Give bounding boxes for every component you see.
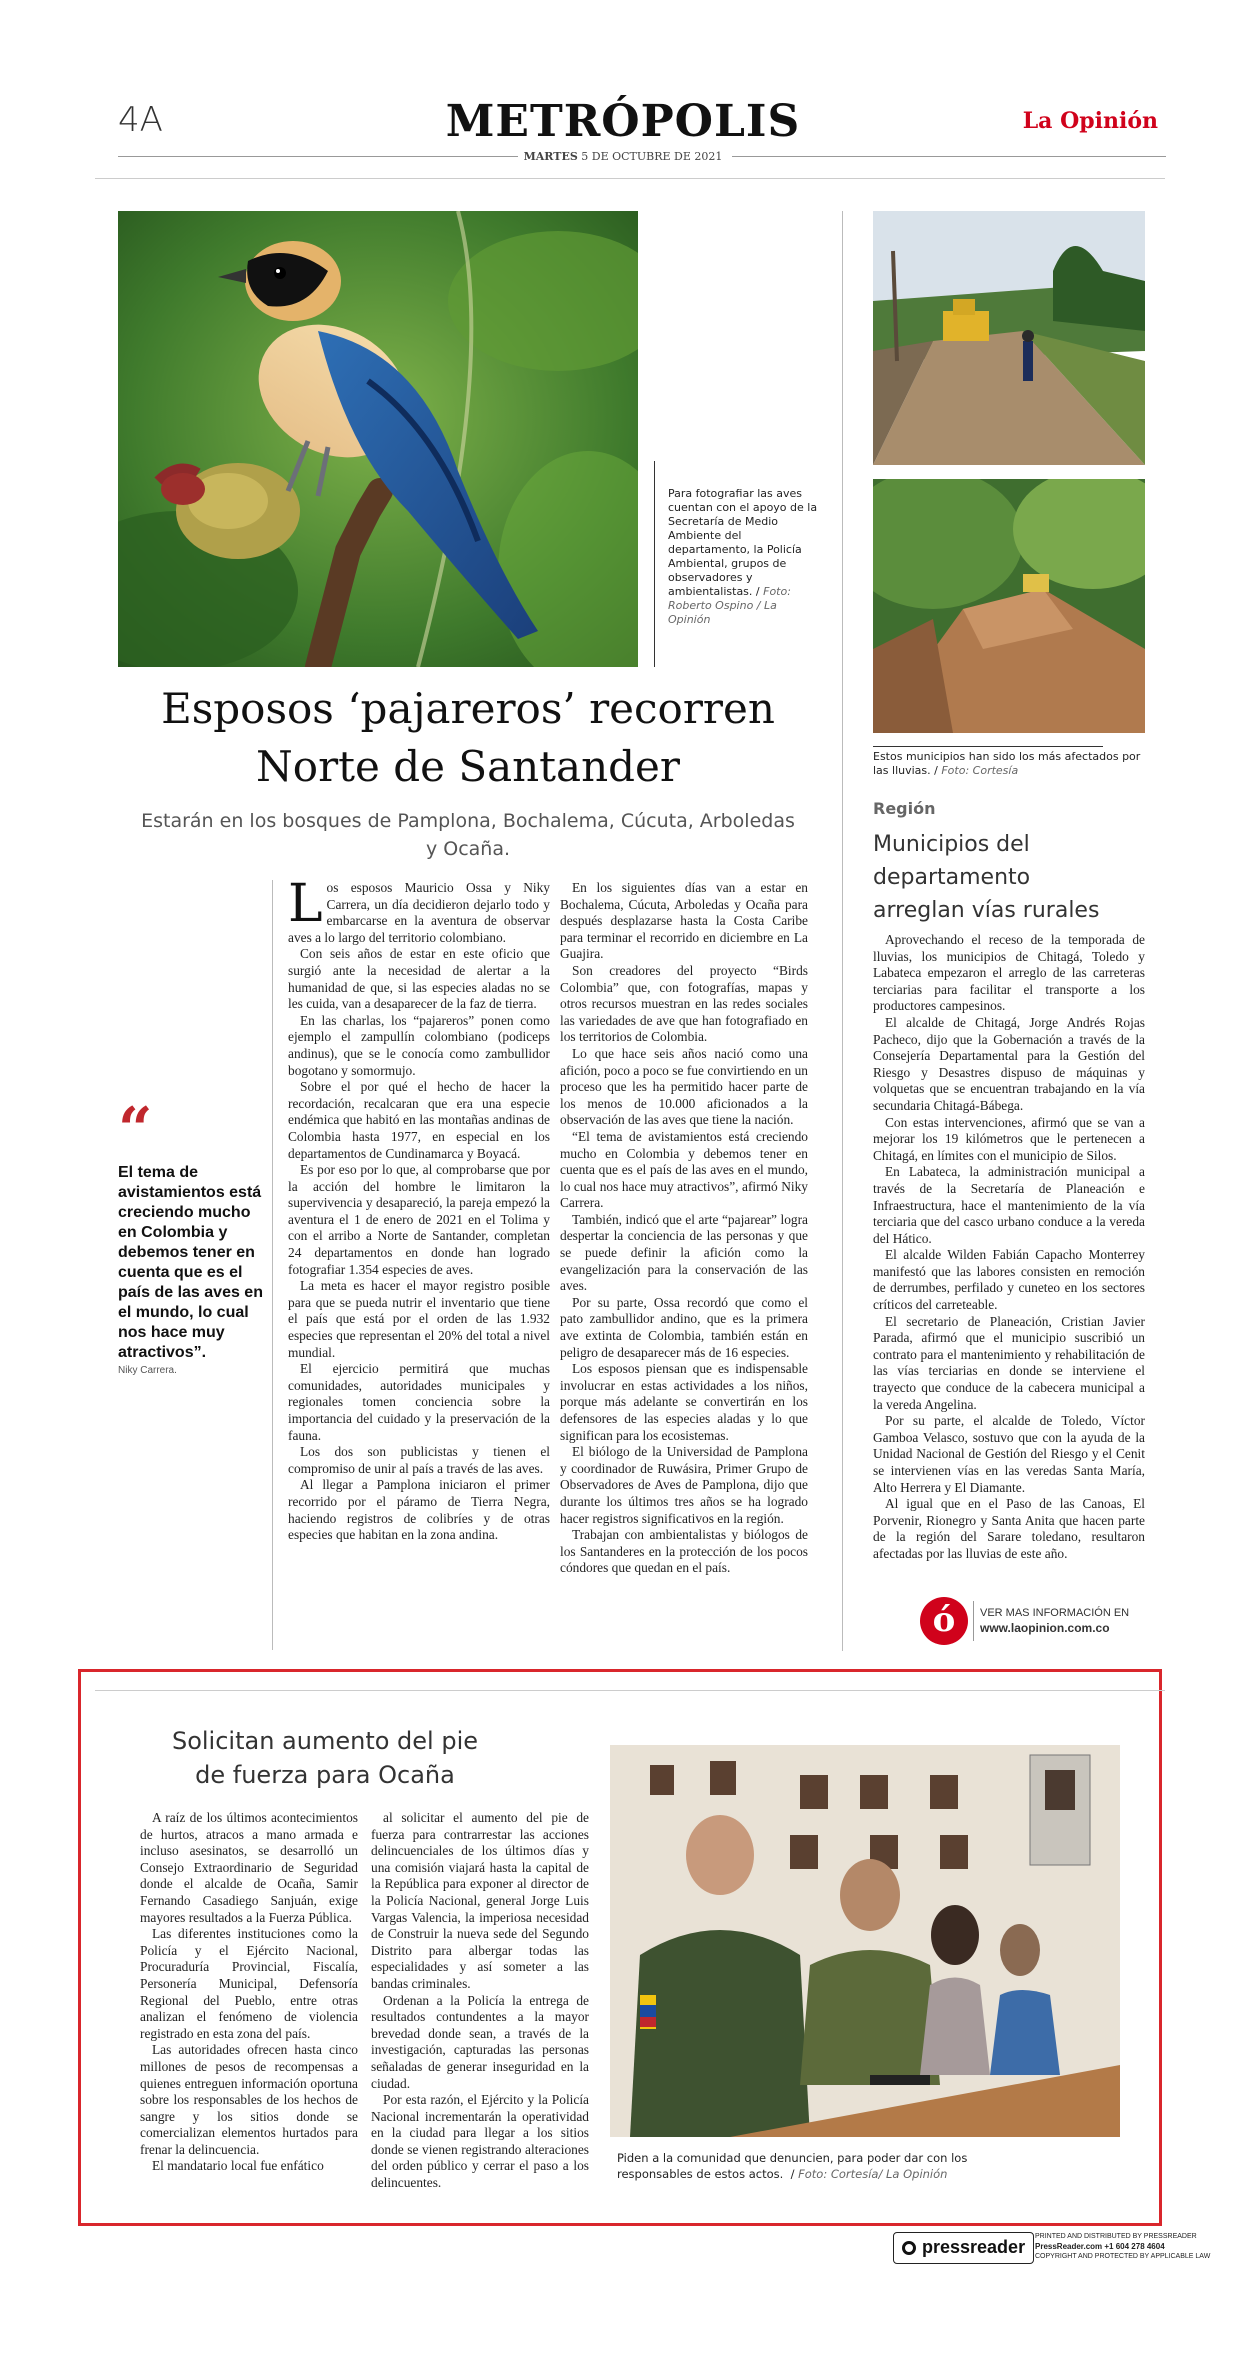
road-photo-2 [873, 479, 1145, 733]
paragraph: Con seis años de estar en este oficio que surgió ante la necesidad de alertar a la humanidad de que, si las especies aladas no se les cuida, van a desaparecer de la faz de tierra. [288, 946, 550, 1012]
main-article-col1 [288, 874, 550, 1544]
paragraph: Los esposos piensan que es indispensable involucrar en estas actividades a los niños, porque más adelante se convertirán en los defensores de las especies aladas y lo que significan para los ecosistemas. [560, 1361, 808, 1443]
dateline: MARTES 5 DE OCTUBRE DE 2021 [523, 150, 723, 163]
paragraph: Los esposos Mauricio Ossa y Niky Carrera, un día decidieron dejarlo todo y embarcarse en la aventura de observar aves a lo largo del territorio colombiano. [288, 874, 550, 945]
pressreader-legal: PRINTED AND DISTRIBUTED BY PRESSREADER PressReader.com +1 604 278 4604 COPYRIGHT AND PROTECTED BY APPLICABLE LAW [1035, 2233, 1211, 2260]
paragraph: Las diferentes instituciones como la Policía y el Ejército Nacional, Procuraduría Provincial, Fiscalía, Personería Municipal, Defensoría Regional del Pueblo, entre otras analizan el fenómeno de violencia registrado en esta zona del país. [140, 1926, 358, 2041]
main-headline: Esposos ‘pajareros’ recorren Norte de Santander [161, 684, 775, 791]
bottom-article-col1 [140, 1810, 358, 2175]
paragraph: El mandatario local fue enfático [152, 2158, 324, 2174]
road-machine-illustration [873, 211, 1145, 465]
road-photo-1 [873, 211, 1145, 465]
paragraph: Es por eso por lo que, al comprobarse que por la acción del hombre le limitaron la supervivencia y desapareció, la pareja empezó la aventura el 1 de enero de 2021 en el Tolima y con el arribo a Norte de Santander, completan 24 departamentos en donde han logrado fotografiar 1.354 especies de aves. [288, 1162, 550, 1277]
header-rule-bottom [95, 178, 1165, 179]
more-info-rule [973, 1601, 974, 1641]
side-caption-rule [873, 746, 1103, 747]
paragraph: A raíz de los últimos acontecimientos de hurtos, atracos a mano armada e incluso asesinatos, se desarrolló un Consejo Extraordinario de Seguridad donde el alcalde de Ocaña, Samir Fernando Casadiego Sanjuán, exige mayores resultados a la Fuerza Pública. [140, 1810, 358, 1925]
newspaper-brand[interactable]: La Opinión [1022, 108, 1158, 134]
paragraph: El secretario de Planeación, Cristian Javier Parada, afirmó que el municipio suscribió un contrato para el mantenimiento y rehabilitación de las vías terciarias en donde se interviene el trayecto que conduce de la cabecera municipal a la vereda Angelina. [873, 1313, 1145, 1412]
paragraph: Por su parte, el alcalde de Toledo, Víctor Gamboa Velasco, sostuvo que con la ayuda de la Unidad Nacional de Gestión del Riesgo y el Cenit se intervienen vías en las veredas Santa María, Alto Herrera y El Diamante. [873, 1413, 1145, 1495]
bottom-article-col2 [371, 1810, 589, 2192]
paragraph: El alcalde Wilden Fabián Capacho Monterrey manifestó que las labores consisten en remoción de derrumbes, perfilado y cuneteo en los sectores críticos del carreteable. [873, 1247, 1145, 1313]
main-subtitle: Estarán en los bosques de Pamplona, Bochalema, Cúcuta, Arboledas y Ocaña. [141, 810, 795, 860]
page-number: 4A [118, 100, 163, 140]
paragraph: El ejercicio permitirá que muchas comunidades, autoridades municipales y regionales tomen conciencia sobre la importancia del cuidado y la preservación de la fauna. [288, 1361, 550, 1443]
paragraph: Lo que hace seis años nació como una afición, poco a poco se fue convirtiendo en un proceso que les ha permitido hacer parte de los menos de 10.000 aficionados a la observación de las aves que tiene la nación. [560, 1045, 808, 1128]
photo-credit: Foto: Cortesía/ La Opinión [798, 2167, 948, 2181]
security-photo-caption: Piden a la comunidad que denuncien, para poder dar con los responsables de estos actos. / Foto: Cortesía/ La Opinión [617, 2151, 968, 2181]
paragraph: Con estas intervenciones, afirmó que se van a mejorar los 19 kilómetros que le pertenecen a Chitagá, en límites con el municipio de Silos. [873, 1114, 1145, 1163]
road-photo-caption: Estos municipios han sido los más afectados por las lluvias. / Foto: Cortesía [873, 750, 1141, 777]
photo-credit: Foto: Cortesía [941, 764, 1019, 777]
bird-illustration [118, 211, 638, 667]
paragraph: Al igual que en el Paso de las Canoas, El Porvenir, Rionegro y Santa Anita que hacen parte de la región del Sarare toledano, resultaron afectadas por las lluvias de este año. [873, 1496, 1145, 1561]
main-article-col2 [560, 880, 808, 1577]
pressreader-icon [902, 2241, 916, 2255]
paragraph: Por su parte, Ossa recordó que como el pato zambullidor andino, que es la primera ave extinta de Colombia, también están en peligro de desaparecer más de 16 especies. [560, 1294, 808, 1360]
quote-text: El tema de avistamientos está creciendo mucho en Colombia y debemos tener en cuenta que es el país de las aves en el mundo, lo cual nos hace muy atractivos”. [118, 1164, 263, 1361]
dropcap: L [288, 874, 323, 934]
paragraph: Ordenan a la Policía la entrega de resultados contundentes a la mayor brevedad donde sean, a través de la investigación, capturadas las personas señaladas de generar inseguridad en la ciudad. [371, 1992, 589, 2091]
security-council-photo [610, 1745, 1120, 2137]
paragraph: En las charlas, los “pajareros” ponen como ejemplo el zampullín colombiano (podiceps andinus), que se le conocía como zambullidor bogotano y somormujo. [288, 1012, 550, 1078]
side-article-body [873, 932, 1145, 1563]
more-info: VER MAS INFORMACIÓN EN www.laopinion.com.co [980, 1607, 1130, 1635]
paragraph: Por esta razón, el Ejército y la Policía Nacional incrementarán la operatividad en la ciudad para llegar a los sitios donde se vienen registrando alteraciones del orden público y cerrar el paso a los delincuentes. [371, 2092, 589, 2191]
paragraph: al solicitar el aumento del pie de fuerza para contrarrestar las acciones delincuenciales de los últimos días y una comisión viajará hasta la capital de la República para exponer al director de la Policía Nacional, general Jorge Luis Vargas Valencia, la imperiosa necesidad de Construir la nueva sede del Segundo Distrito para albergar todas las especialidades y así someter a las bandas criminales. [371, 1810, 589, 1991]
paragraph: Las autoridades ofrecen hasta cinco millones de pesos de recompensas a quienes entreguen información oportuna sobre los responsables de los hechos de sangre y los sitios donde se comercializan elementos hurtados para frenar la delincuencia. [140, 2042, 358, 2157]
paragraph: La meta es hacer el mayor registro posible para que se pueda nutrir el inventario que tiene el país que está por el orden de las 1.932 especies que representan el 20% del total a nivel mundial. [288, 1278, 550, 1360]
paragraph: El biólogo de la Universidad de Pamplona y coordinador de Ruwásira, Primer Grupo de Observadores de Aves de Pamplona, dijo que durante los últimos tres años se ha logrado hacer registros significativos en la región. [560, 1444, 808, 1526]
region-kicker: Región [873, 799, 936, 818]
paragraph: En los siguientes días van a estar en Bochalema, Cúcuta, Arboledas y Ocaña para después desplazarse hasta la Costa Caribe para terminar el recorrido en diciembre en La Guajira. [560, 880, 808, 962]
paragraph: Sobre el por qué el hecho de hacer la recordación, recalcaran que era una especie endémica que habitó en las montañas andinas de Colombia hasta 1977, en especial en los departamentos de Cundinamarca y Boyacá. [288, 1079, 550, 1161]
paragraph: Trabajan con ambientalistas y biólogos de los Santanderes en la protección de los pocos cóndores que quedan en el país. [560, 1527, 808, 1576]
side-headline: Municipios del departamento arreglan vías rurales [873, 832, 1100, 923]
box-top-rule [95, 1690, 1165, 1691]
pressreader-logo[interactable]: pressreader [893, 2232, 1034, 2264]
laopinion-logo-icon: ó [920, 1597, 968, 1645]
quote-mark: “ [118, 1095, 153, 1165]
photo-credit: Foto: Roberto Ospino / La Opinión [668, 585, 791, 626]
section-title: METRÓPOLIS [445, 96, 801, 147]
paragraph: En Labateca, la administración municipal a través de la Secretaría de Planeación e Infraestructura, hace el mantenimiento de la vía terciaria que del casco urbano conduce a la vereda del Hático. [873, 1164, 1145, 1246]
paragraph: “El tema de avistamientos está creciendo mucho en Colombia y debemos tener en cuenta que es el país de las aves en el mundo, lo cual nos hace muy atractivos”, afirmó Niky Carrera. [560, 1128, 808, 1211]
bird-photo [118, 211, 638, 667]
paragraph: El alcalde de Chitagá, Jorge Andrés Rojas Pacheco, dijo que la Gobernación a través de la Consejería Departamental para la Gestión del Riesgo y Desastres dispuso de máquinas y volquetas que se encuentran trabajando en la vía secundaria Chitagá-Bábega. [873, 1014, 1145, 1113]
paragraph: Aprovechando el receso de la temporada de lluvias, los municipios de Chitagá, Toledo y Labateca empezaron el arreglo de las carreteras terciarias para facilitar el transporte a los productores campesinos. [873, 932, 1145, 1014]
column-rule [272, 880, 273, 1650]
bottom-headline: Solicitan aumento del pie de fuerza para Ocaña [171, 1727, 479, 1789]
paragraph: Los dos son publicistas y tienen el compromiso de unir al país a través de las aves. [288, 1444, 550, 1476]
paragraph: También, indicó que el arte “pajarear” logra despertar la conciencia de las personas y que se puede definir la afición como la evangelización para la conservación de las aves. [560, 1211, 808, 1294]
caption-rule [654, 461, 655, 667]
bird-photo-caption: Para fotografiar las aves cuentan con el apoyo de la Secretaría de Medio Ambiente del departamento, la Policía Ambiental, grupos de observadores y ambientalistas. / Foto: Roberto Ospino / La Opinión [668, 487, 818, 626]
pull-quote [118, 1095, 268, 1376]
section-divider [842, 211, 843, 1651]
paragraph: Al llegar a Pamplona iniciaron el primer recorrido por el páramo de Tierra Negra, haciendo registros de colibríes y de otras especies que habitan en la zona andina. [288, 1477, 550, 1543]
meeting-illustration [610, 1745, 1120, 2137]
landslide-illustration [873, 479, 1145, 733]
more-info-link[interactable]: www.laopinion.com.co [980, 1621, 1110, 1635]
paragraph: Son creadores del proyecto “Birds Colombia” que, con fotografías, mapas y otros recursos muestran en las redes sociales las variedades de ave que han fotografiado en los territorios de Colombia. [560, 962, 808, 1045]
quote-author: Niky Carrera. [118, 1365, 177, 1376]
